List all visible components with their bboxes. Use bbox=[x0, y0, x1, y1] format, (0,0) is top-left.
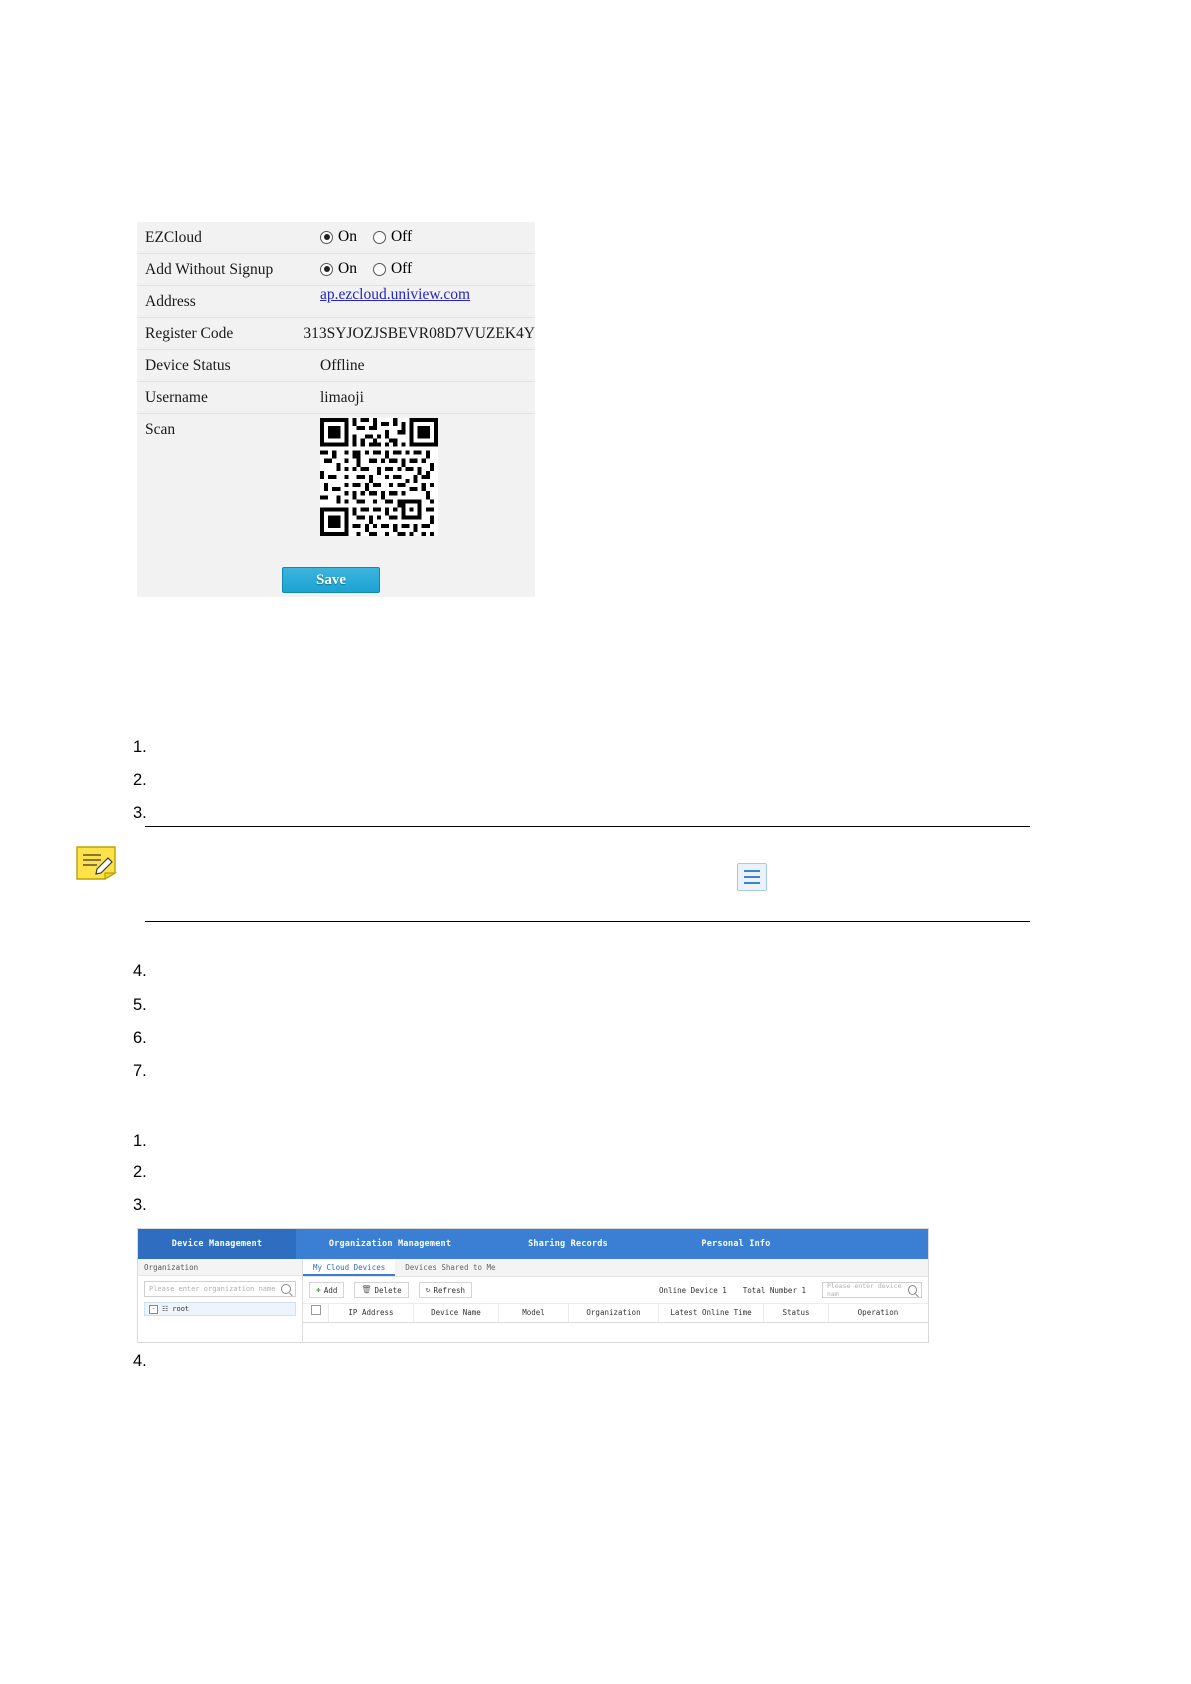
radio-off-icon[interactable] bbox=[373, 263, 386, 276]
add-without-signup-radio-off[interactable] bbox=[373, 260, 412, 278]
organization-search-input[interactable] bbox=[144, 1281, 296, 1297]
refresh-icon: ↻ bbox=[425, 1285, 431, 1294]
delete-button-label: Delete bbox=[374, 1285, 402, 1295]
radio-on-icon[interactable] bbox=[320, 263, 333, 276]
app-body bbox=[138, 1259, 928, 1343]
select-all-checkbox-cell[interactable] bbox=[303, 1304, 329, 1322]
device-list-panel bbox=[303, 1259, 928, 1343]
device-status-value: Offline bbox=[320, 357, 365, 374]
username-value: limaoji bbox=[320, 389, 364, 406]
menu-line bbox=[744, 876, 760, 878]
column-ip-address: IP Address bbox=[329, 1304, 414, 1322]
ezcloud-row-add-without-signup bbox=[137, 254, 535, 286]
ezcloud-row-register-code bbox=[137, 318, 535, 350]
list-item-7: 7. bbox=[133, 1062, 147, 1080]
device-search-input[interactable] bbox=[822, 1282, 922, 1298]
ezcloud-radio-off-label: Off bbox=[390, 228, 413, 245]
add-button[interactable] bbox=[309, 1282, 344, 1298]
add-without-signup-radio-on-label: On bbox=[338, 260, 357, 277]
list-item-4-b: 4. bbox=[133, 1352, 147, 1370]
ezcloud-row-address bbox=[137, 286, 535, 318]
list-item-2: 2. bbox=[133, 771, 147, 789]
hamburger-menu-icon[interactable] bbox=[737, 863, 767, 891]
address-label: Address bbox=[145, 293, 196, 310]
ezcloud-label: EZCloud bbox=[145, 229, 202, 246]
menu-line bbox=[744, 882, 760, 884]
search-icon[interactable] bbox=[908, 1285, 917, 1295]
column-device-name: Device Name bbox=[414, 1304, 499, 1322]
list-item-3: 3. bbox=[133, 804, 147, 822]
device-management-screenshot bbox=[137, 1228, 929, 1343]
delete-button[interactable] bbox=[354, 1282, 408, 1298]
tree-expand-icon[interactable]: - bbox=[149, 1305, 158, 1314]
ezcloud-radio-group bbox=[320, 222, 428, 246]
list-item-1: 1. bbox=[133, 738, 147, 756]
tab-device-management[interactable]: Device Management bbox=[138, 1229, 296, 1259]
subtab-devices-shared-to-me[interactable]: Devices Shared to Me bbox=[405, 1263, 496, 1272]
register-code-value: 313SYJOZJSBEVR08D7VUZEK4Y bbox=[303, 325, 535, 342]
add-without-signup-radio-off-label: Off bbox=[390, 260, 413, 277]
register-code-label: Register Code bbox=[145, 325, 234, 342]
select-all-checkbox[interactable] bbox=[311, 1305, 321, 1315]
menu-line bbox=[744, 870, 760, 872]
note-icon bbox=[75, 845, 117, 881]
ezcloud-radio-on[interactable] bbox=[320, 228, 357, 246]
list-item-1-b: 1. bbox=[133, 1132, 147, 1150]
radio-on-icon[interactable] bbox=[320, 231, 333, 244]
subtab-my-cloud-devices[interactable]: My Cloud Devices bbox=[303, 1259, 395, 1276]
address-link[interactable]: ap.ezcloud.uniview.com bbox=[320, 286, 471, 303]
list-item-4: 4. bbox=[133, 962, 147, 980]
organization-panel bbox=[138, 1259, 303, 1343]
refresh-button[interactable] bbox=[419, 1282, 472, 1298]
list-item-3-b: 3. bbox=[133, 1196, 147, 1214]
save-button[interactable]: Save bbox=[282, 567, 380, 593]
tab-sharing-records[interactable]: Sharing Records bbox=[528, 1239, 608, 1249]
app-top-tabbar bbox=[138, 1229, 928, 1259]
ezcloud-row-device-status bbox=[137, 350, 535, 382]
add-button-label: Add bbox=[323, 1285, 338, 1295]
organization-search-placeholder: Please enter organization name bbox=[149, 1285, 276, 1293]
trash-icon: 🗑 bbox=[361, 1285, 372, 1294]
column-model: Model bbox=[499, 1304, 569, 1322]
ezcloud-row-scan bbox=[137, 414, 535, 534]
organization-tree-root-label: root bbox=[172, 1305, 190, 1313]
ezcloud-settings-panel bbox=[137, 222, 535, 597]
column-operation: Operation bbox=[857, 1308, 899, 1317]
list-item-5: 5. bbox=[133, 996, 147, 1014]
qr-code-image bbox=[320, 418, 438, 536]
note-top-rule bbox=[145, 826, 1030, 827]
tab-personal-info[interactable]: Personal Info bbox=[701, 1239, 771, 1249]
total-number-count: Total Number 1 bbox=[742, 1285, 806, 1295]
ezcloud-radio-off[interactable] bbox=[373, 228, 412, 246]
device-search-placeholder: Please enter device nam bbox=[827, 1282, 902, 1298]
tree-node-icon: ☷ bbox=[162, 1305, 169, 1313]
note-bottom-rule bbox=[145, 921, 1030, 922]
ezcloud-radio-on-label: On bbox=[338, 228, 357, 245]
tab-organization-management[interactable]: Organization Management bbox=[328, 1239, 452, 1249]
column-organization: Organization bbox=[569, 1304, 659, 1322]
organization-tree-root[interactable] bbox=[144, 1302, 296, 1316]
add-without-signup-radio-on[interactable] bbox=[320, 260, 357, 278]
username-label: Username bbox=[145, 389, 208, 406]
add-without-signup-radio-group bbox=[320, 254, 428, 278]
organization-panel-title: Organization bbox=[138, 1259, 302, 1276]
radio-off-icon[interactable] bbox=[373, 231, 386, 244]
list-item-2-b: 2. bbox=[133, 1163, 147, 1181]
ezcloud-row-ezcloud bbox=[137, 222, 535, 254]
device-subtabs bbox=[303, 1259, 928, 1277]
online-device-count: Online Device 1 bbox=[659, 1285, 727, 1295]
search-icon[interactable] bbox=[281, 1284, 291, 1294]
refresh-button-label: Refresh bbox=[433, 1285, 466, 1295]
ezcloud-row-username bbox=[137, 382, 535, 414]
device-toolbar bbox=[303, 1277, 928, 1304]
device-table-header bbox=[303, 1304, 928, 1323]
device-status-label: Device Status bbox=[145, 357, 231, 374]
scan-label: Scan bbox=[145, 421, 176, 438]
device-counts bbox=[659, 1282, 922, 1298]
plus-icon: ✚ bbox=[316, 1285, 321, 1294]
list-item-6: 6. bbox=[133, 1029, 147, 1047]
column-latest-online-time: Latest Online Time bbox=[659, 1304, 764, 1322]
add-without-signup-label: Add Without Signup bbox=[145, 261, 274, 278]
column-status: Status bbox=[764, 1304, 829, 1322]
